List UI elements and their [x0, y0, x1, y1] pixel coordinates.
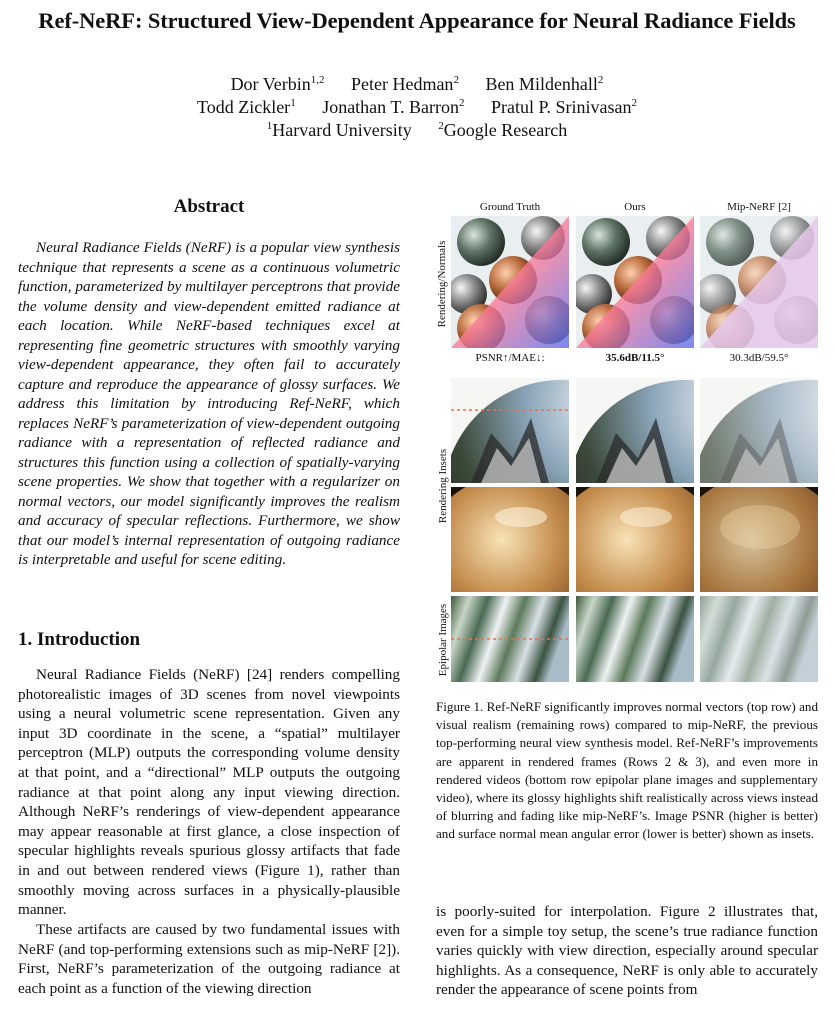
figure-image-ours-inset-1 [576, 378, 694, 483]
section-heading-introduction: 1. Introduction [18, 629, 141, 650]
affiliation: $^1$Harvard University [266, 120, 412, 140]
figure-image-ours-inset-2 [576, 487, 694, 592]
author: Dor Verbin$^{1,2}$ [230, 74, 325, 94]
column-label-mip-nerf: Mip-NeRF [2] [727, 201, 791, 213]
column-label-ours: Ours [624, 201, 646, 213]
figure-image-mip-nerf-inset-1 [700, 378, 818, 483]
figure-image-mip-nerf-normals [700, 216, 818, 348]
column-label-ground-truth: Ground Truth [479, 201, 541, 213]
author: Todd Zickler$^1$ [196, 97, 296, 117]
row-label-rendering-insets: Rendering Insets [437, 448, 449, 524]
figure-image-ours-epipolar [576, 596, 694, 682]
author: Jonathan T. Barron$^2$ [322, 97, 465, 117]
metrics-mip-nerf: 30.3dB/59.5° [729, 352, 789, 364]
intro-paragraph-1: Neural Radiance Fields (NeRF) [24] renders compelling photorealistic images of 3D scenes from novel viewpoints using a neural volumetric scene representation. Given any input 3D coordinate in the scene, a “spatial” multilayer perceptron (MLP) outputs the corresponding volume density at that point, and a “directional” MLP outputs the outgoing radiance at that point along any input viewing direction. Although NeRF’s renderings of view-dependent appearance may appear reasonable at first glance, a close inspection of specular highlights reveals spurious glossy artifacts that fade in and out between rendered views (Figure 1), rather than smoothly moving across surfaces in a physically-plausible manner. [18, 666, 400, 919]
row-label-rendering-normals: Rendering/Normals [436, 240, 448, 328]
figure-caption: Figure 1. Ref-NeRF significantly improves normal vectors (top row) and visual realism (remaining rows) compared to mip-NeRF, the previous top-performing neural view synthesis model. Ref-NeRF’s improvements are apparent in rendered frames (Rows 2 & 3), and even more in rendered videos (bottom row epipolar plane images and supplementary video), where its glossy highlights shift realistically across views instead of blurring and fading like mip-NeRF’s. Image PSNR (higher is better) and surface normal mean angular error (lower is better) shown as insets. [436, 699, 818, 842]
figure-image-ground-truth-epipolar [451, 596, 569, 682]
authors-row-1 [0, 74, 834, 95]
figure-image-ground-truth-inset-1 [451, 378, 569, 483]
affiliations [0, 120, 834, 141]
author: Pratul P. Srinivasan$^2$ [491, 97, 638, 117]
figure-image-ours-normals [576, 216, 694, 348]
row-label-epipolar-images: Epipolar Images [437, 603, 449, 677]
intro-paragraph-2-continued: is poorly-suited for interpolation. Figure 2 illustrates that, even for a simple toy setup, the scene’s true radiance function varies quickly with view direction, especially around specular highlights. As a consequence, NeRF is only able to accurately render the appearance of scene points from [436, 903, 818, 999]
figure-image-ground-truth-normals [451, 216, 569, 348]
figure-image-mip-nerf-inset-2 [700, 487, 818, 592]
abstract-text: Neural Radiance Fields (NeRF) is a popular view synthesis technique that represents a scene as a continuous volumetric function, parameterized by multilayer perceptrons that provide the volume density and view-dependent emitted radiance at each location. While NeRF-based techniques excel at representing fine geometric structures with smoothly varying view-dependent appearance, they often fail to accurately capture and reproduce the appearance of glossy surfaces. We address this limitation by introducing Ref-NeRF, which replaces NeRF’s parameterization of view-dependent outgoing radiance with a representation of reflected radiance and structures this function using a collection of spatially-varying scene properties. We show that together with a regularizer on normal vectors, our model significantly improves the realism and accuracy of specular reflections. Furthermore, we show that our model’s internal representation of outgoing radiance is interpretable and useful for scene editing. [18, 239, 400, 568]
author: Peter Hedman$^2$ [350, 74, 459, 94]
metrics-label: PSNR↑/MAE↓: [475, 352, 545, 364]
authors-row-2 [0, 97, 834, 118]
figure-image-mip-nerf-epipolar [700, 596, 818, 682]
figure-image-ground-truth-inset-2 [451, 487, 569, 592]
abstract-heading: Abstract [173, 196, 245, 217]
paper-title: Ref-NeRF: Structured View-Dependent Appearance for Neural Radiance Fields [38, 8, 796, 33]
affiliation: $^2$Google Research [438, 120, 568, 140]
author: Ben Mildenhall$^2$ [485, 74, 604, 94]
intro-paragraph-2: These artifacts are caused by two fundamental issues with NeRF (and top-performing extensions such as mip-NeRF [2]). First, NeRF’s parameterization of the outgoing radiance at each point as a function of the viewing direction [18, 921, 400, 997]
metrics-ours: 35.6dB/11.5° [605, 352, 665, 364]
